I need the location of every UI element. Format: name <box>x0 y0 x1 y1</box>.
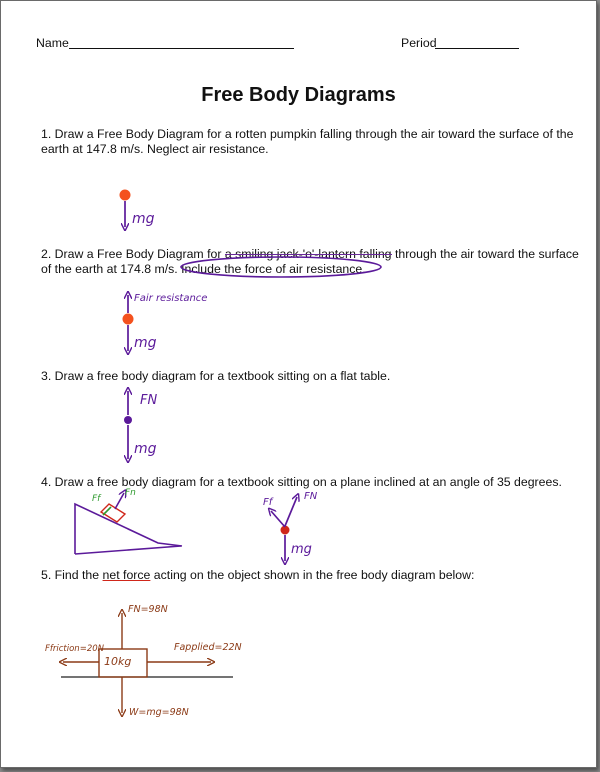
q2-circle-mark <box>181 257 381 277</box>
q4-incline-normal-label: Fn <box>125 488 136 498</box>
q1-mg-label: mg <box>132 211 155 227</box>
question-2-prefix: 2. Draw a Free Body Diagram for <box>41 247 225 261</box>
name-label: Name <box>36 36 69 50</box>
q1-pumpkin-dot <box>120 190 131 201</box>
q4-normal-arrow <box>285 497 297 526</box>
q4-normal-label: FN <box>304 491 318 502</box>
q4-friction-arrow <box>271 511 285 527</box>
q2-pumpkin-dot <box>123 314 134 325</box>
q4-mg-label: mg <box>291 542 312 557</box>
question-5-underlined: net force <box>102 568 151 582</box>
q4-friction-label: Ff <box>263 497 273 508</box>
question-1-line-1: 1. Draw a Free Body Diagram for a rotten pumpkin falling through the air toward the surface of the <box>41 127 574 141</box>
q2-mg-label: mg <box>134 335 157 351</box>
question-2-line-2: of the earth at 174.8 m/s. Include the force of air resistance. <box>41 262 366 276</box>
question-3-text: 3. Draw a free body diagram for a textbook sitting on a flat table. <box>41 369 391 383</box>
page-title: Free Body Diagrams <box>201 84 396 106</box>
q3-mg-label: mg <box>134 441 157 457</box>
question-2-struck-text: a smiling jack-'o'-lantern falling <box>224 247 392 261</box>
q5-applied-label: Fapplied=22N <box>174 642 242 653</box>
q5-weight-label: W=mg=98N <box>129 707 189 718</box>
question-2-suffix: through the air toward the surface <box>391 247 579 261</box>
question-4-text: 4. Draw a free body diagram for a textbook sitting on a plane inclined at an angle of 35 degrees. <box>41 475 562 489</box>
q5-mass-label: 10kg <box>104 655 132 668</box>
q5-friction-label: Ffriction=20N <box>45 644 104 654</box>
period-label: Period <box>401 36 437 50</box>
q2-air-resistance-label: Fair resistance <box>134 293 208 304</box>
q3-fn-label: FN <box>140 393 158 408</box>
q4-incline-normal-arrow <box>115 493 124 509</box>
question-1-line-2: earth at 147.8 m/s. Neglect air resistance. <box>41 142 269 156</box>
question-5-prefix: 5. Find the <box>41 568 103 582</box>
q5-normal-label: FN=98N <box>128 604 168 615</box>
question-5-suffix: acting on the object shown in the free body diagram below: <box>150 568 475 582</box>
q4-incline-friction-label: Ff <box>92 494 101 504</box>
q4-incline-base <box>75 546 181 554</box>
q3-book-dot <box>124 416 132 424</box>
